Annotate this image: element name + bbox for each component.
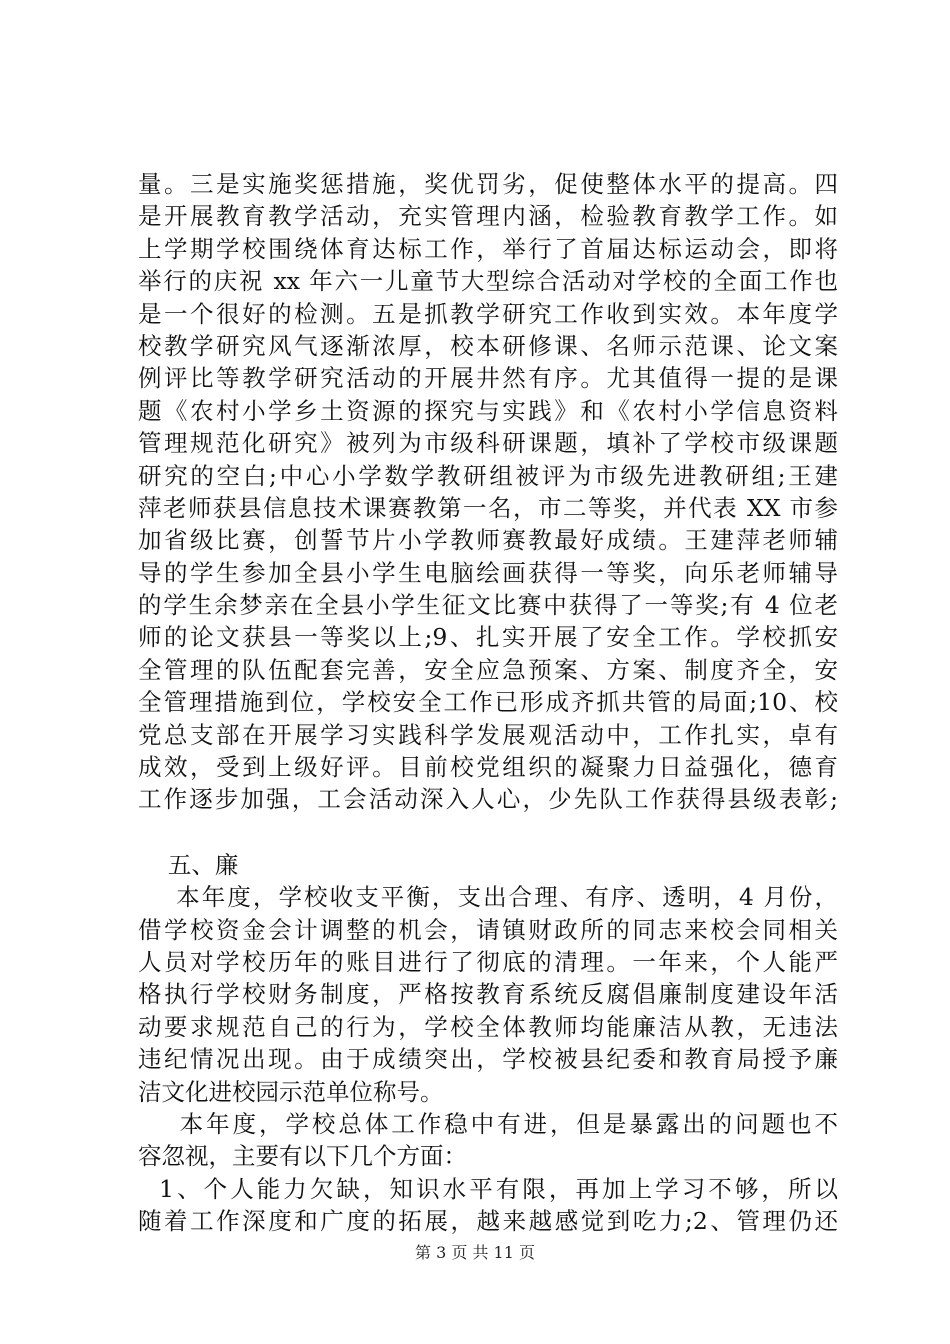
body-line: 违纪情况出现。由于成绩突出，学校被县纪委和教育局授予廉 [138, 1045, 838, 1074]
paragraph-gap [138, 816, 838, 849]
body-line: 是开展教育教学活动，充实管理内涵，检验教育教学工作。如 [138, 202, 838, 231]
body-line: 格执行学校财务制度，严格按教育系统反腐倡廉制度建设年活 [138, 980, 838, 1009]
body-line: 人员对学校历年的账目进行了彻底的清理。一年来，个人能严 [138, 947, 838, 976]
body-line: 全管理措施到位，学校安全工作已形成齐抓共管的局面;10、校 [138, 688, 838, 717]
body-line: 本年度，学校总体工作稳中有进，但是暴露出的问题也不 [138, 1109, 838, 1138]
body-line: 全管理的队伍配套完善，安全应急预案、方案、制度齐全，安 [138, 655, 838, 684]
body-line: 题《农村小学乡土资源的探究与实践》和《农村小学信息资料 [138, 396, 838, 425]
body-line: 洁文化进校园示范单位称号。 [138, 1077, 444, 1106]
body-line: 的学生余梦亲在全县小学生征文比赛中获得了一等奖;有 4 位老 [138, 591, 838, 620]
body-line: 量。三是实施奖惩措施，奖优罚劣，促使整体水平的提高。四 [138, 170, 838, 198]
section-heading: 五、廉 [138, 850, 239, 879]
document-body [138, 168, 838, 1238]
body-line: 校教学研究风气逐渐浓厚，校本研修课、名师示范课、论文案 [138, 331, 838, 360]
body-line: 管理规范化研究》被列为市级科研课题，填补了学校市级课题 [138, 429, 838, 458]
body-line: 本年度，学校收支平衡，支出合理、有序、透明，4 月份， [138, 883, 838, 912]
body-line: 成效，受到上级好评。目前校党组织的凝聚力日益强化，德育 [138, 753, 838, 782]
body-line: 研究的空白;中心小学数学教研组被评为市级先进教研组;王建 [138, 461, 838, 490]
body-line: 导的学生参加全县小学生电脑绘画获得一等奖，向乐老师辅导 [138, 558, 838, 587]
page-number-footer: 第 3 页 共 11 页 [415, 1243, 535, 1262]
body-line: 随着工作深度和广度的拓展，越来越感觉到吃力;2、管理仍还 [138, 1207, 838, 1236]
body-line: 例评比等教学研究活动的开展井然有序。尤其值得一提的是课 [138, 364, 838, 393]
body-line: 加省级比赛，创誓节片小学教师赛教最好成绩。王建萍老师辅 [138, 526, 838, 555]
body-line: 党总支部在开展学习实践科学发展观活动中，工作扎实，卓有 [138, 720, 838, 749]
body-line: 工作逐步加强，工会活动深入人心，少先队工作获得县级表彰; [138, 785, 838, 814]
body-line: 萍老师获县信息技术课赛教第一名，市二等奖，并代表 XX 市参 [138, 493, 838, 522]
body-line: 上学期学校围绕体育达标工作，举行了首届达标运动会，即将 [138, 234, 838, 263]
body-line: 容忽视，主要有以下几个方面： [138, 1142, 467, 1171]
body-line: 是一个很好的检测。五是抓教学研究工作收到实效。本年度学 [138, 299, 838, 328]
body-line: 师的论文获县一等奖以上;9、扎实开展了安全工作。学校抓安 [138, 623, 838, 652]
body-line: 1、个人能力欠缺，知识水平有限，再加上学习不够，所以 [138, 1174, 838, 1203]
body-line: 借学校资金会计调整的机会，请镇财政所的同志来校会同相关 [138, 915, 838, 944]
body-line: 动要求规范自己的行为，学校全体教师均能廉洁从教，无违法 [138, 1012, 838, 1041]
body-line: 举行的庆祝 xx 年六一儿童节大型综合活动对学校的全面工作也 [138, 267, 838, 296]
